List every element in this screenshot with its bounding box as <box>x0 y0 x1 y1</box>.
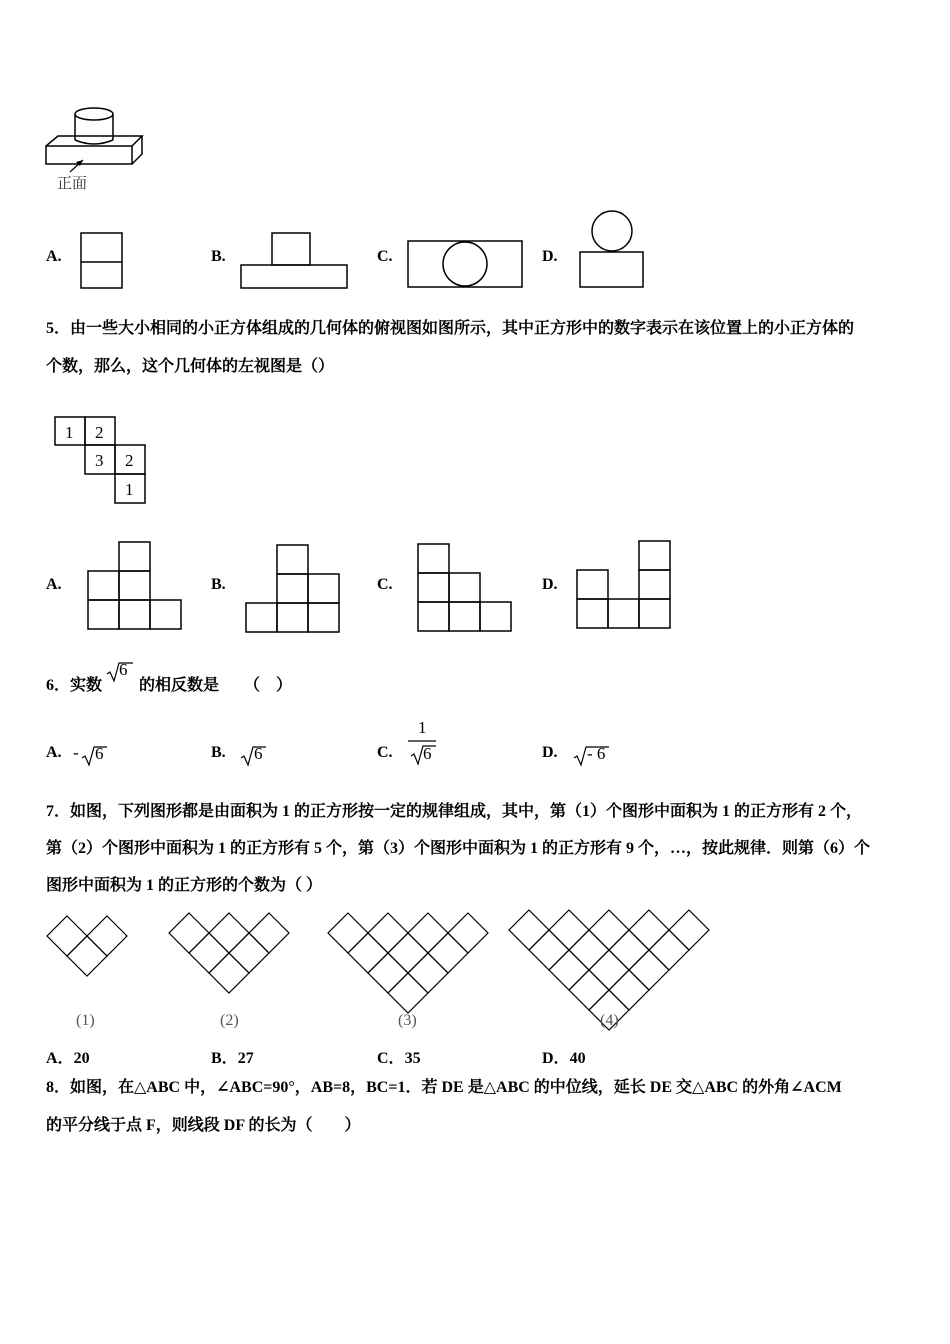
unit-square <box>629 910 669 950</box>
unit-square <box>509 910 549 950</box>
unit-square <box>189 933 229 973</box>
q6-suffix: 的相反数是 <box>139 677 220 694</box>
q5-option-a-label: A. <box>46 576 62 593</box>
q5-option-d-label: D. <box>542 576 558 593</box>
q6-option-a-sign: - <box>73 743 79 762</box>
unit-square <box>209 913 249 953</box>
unit-square <box>589 910 629 950</box>
unit-square <box>569 970 609 1010</box>
q7-option-c <box>377 1045 421 1068</box>
unit-square <box>328 913 368 953</box>
unit-square <box>448 913 488 953</box>
q7-option-d-label: D． <box>542 1050 570 1067</box>
q5-option-c-label: C. <box>377 576 393 593</box>
unit-square <box>609 970 649 1010</box>
q6-option-b-label: B. <box>211 744 226 761</box>
grid-cell-value: 2 <box>125 451 134 470</box>
q7-option-a <box>46 1045 90 1068</box>
q7-option-d <box>542 1045 586 1068</box>
q7-caption-4: (4) <box>600 1012 619 1029</box>
q7-caption-2: (2) <box>220 1012 239 1029</box>
q6-radicand: 6 <box>119 660 128 679</box>
unit-square <box>87 916 127 956</box>
q7-option-b-label: B． <box>211 1050 238 1067</box>
unit-square <box>229 933 269 973</box>
unit-square <box>388 933 428 973</box>
unit-square <box>67 936 107 976</box>
unit-square <box>408 913 448 953</box>
unit-square <box>209 953 249 993</box>
q6-option-a-label: A. <box>46 744 62 761</box>
unit-square <box>649 930 689 970</box>
q4-option-d-label: D. <box>542 248 558 265</box>
q7-option-a-value: 20 <box>73 1050 90 1067</box>
q7-text-line3: 图形中面积为 1 的正方形的个数为（ ） <box>46 877 323 894</box>
unit-square <box>549 950 589 990</box>
q7-option-b <box>211 1045 254 1068</box>
unit-square <box>529 930 569 970</box>
q7-option-a-label: A． <box>46 1050 74 1067</box>
grid-cell-value: 2 <box>95 423 104 442</box>
q7-option-b-value: 27 <box>237 1050 254 1067</box>
q6-prefix: 6．实数 <box>46 677 103 694</box>
q7-caption-1: (1) <box>76 1012 95 1029</box>
q5-text-line2: 个数，那么，这个几何体的左视图是（） <box>46 358 335 375</box>
q6-option-b-radicand: 6 <box>254 744 263 763</box>
grid-cell-value: 1 <box>125 480 134 499</box>
q5-option-b-label: B. <box>211 576 226 593</box>
q6-option-c-numerator: 1 <box>418 718 427 737</box>
q6-paren: （ ） <box>244 677 293 694</box>
unit-square <box>408 953 448 993</box>
q7-text-line1: 7．如图，下列图形都是由面积为 1 的正方形按一定的规律组成，其中，第（1）个图形中面积为 1 的正方形有 2 个， <box>46 803 863 820</box>
q5-text-line1: 5．由一些大小相同的小正方体组成的几何体的俯视图如图所示，其中正方形中的数字表示在该位置上的小正方体的 <box>46 320 855 337</box>
q6-option-c-label: C. <box>377 744 393 761</box>
q6-option-c-radicand: 6 <box>423 744 432 763</box>
grid-cell-value: 3 <box>95 451 104 470</box>
unit-square <box>549 910 589 950</box>
q6-option-a-radicand: 6 <box>95 744 104 763</box>
q7-option-c-value: 35 <box>404 1050 421 1067</box>
unit-square <box>47 916 87 956</box>
unit-square <box>428 933 468 973</box>
q4-option-a-label: A. <box>46 248 62 265</box>
q6-option-d-radicand: - 6 <box>587 744 606 763</box>
unit-square <box>569 930 609 970</box>
unit-square <box>589 950 629 990</box>
unit-square <box>348 933 388 973</box>
unit-square <box>629 950 669 990</box>
front-label: 正面 <box>57 176 88 192</box>
unit-square <box>249 913 289 953</box>
q8-text-line2: 的平分线于点 F，则线段 DF 的长为（ ） <box>46 1117 361 1134</box>
unit-square <box>388 973 428 1013</box>
q7-caption-3: (3) <box>398 1012 417 1029</box>
q6-option-d-label: D. <box>542 744 558 761</box>
q4-option-c-label: C. <box>377 248 393 265</box>
q7-option-c-label: C． <box>377 1050 405 1067</box>
unit-square <box>169 913 209 953</box>
unit-square <box>368 913 408 953</box>
q4-option-b-label: B. <box>211 248 226 265</box>
unit-square <box>609 930 649 970</box>
grid-cell-value: 1 <box>65 423 74 442</box>
q7-text-line2: 第（2）个图形中面积为 1 的正方形有 5 个，第（3）个图形中面积为 1 的正方形有 9 个，…，按此规律．则第（6）个 <box>46 840 871 857</box>
q8-text-line1: 8．如图，在△ABC 中，∠ABC=90°，AB=8，BC=1．若 DE 是△ABC 的中位线，延长 DE 交△ABC 的外角∠ACM <box>46 1079 842 1096</box>
unit-square <box>368 953 408 993</box>
unit-square <box>669 910 709 950</box>
q7-option-d-value: 40 <box>569 1050 586 1067</box>
